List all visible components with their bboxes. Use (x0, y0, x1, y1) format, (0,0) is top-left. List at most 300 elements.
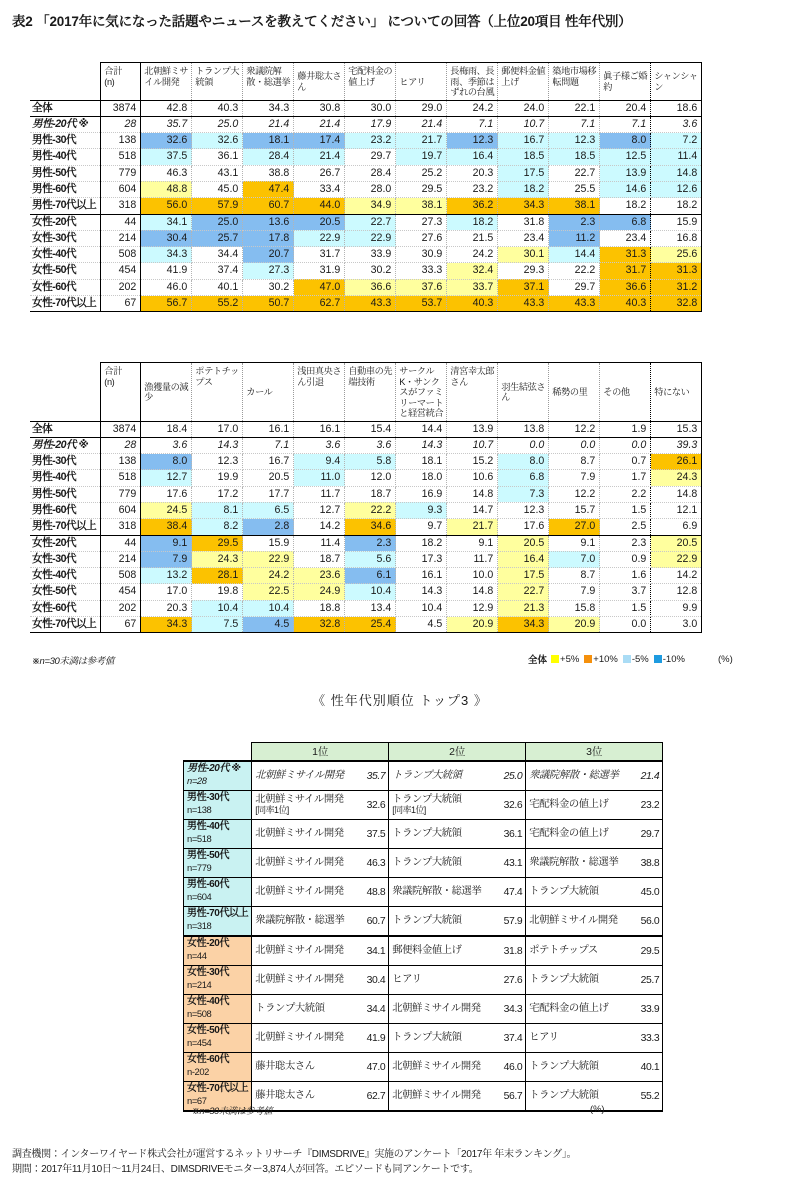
ranking-item-value: 35.7 (356, 761, 389, 791)
data-cell: 12.2 (549, 486, 600, 502)
data-cell: 11.4 (294, 535, 345, 551)
data-cell: 25.0 (192, 116, 243, 132)
data-cell: 34.9 (345, 198, 396, 214)
data-cell: 7.9 (141, 551, 192, 567)
row-label: 女性-30代 (30, 230, 101, 246)
data-cell: 33.4 (294, 181, 345, 197)
row-label: 男性-40代 (30, 470, 101, 486)
data-cell: 18.4 (141, 421, 192, 437)
column-header: 特にない (651, 363, 702, 422)
row-sample-size: 508 (101, 568, 141, 584)
ranking-item-name: トランプ大統領 (389, 1024, 493, 1053)
data-cell: 17.4 (294, 133, 345, 149)
data-cell: 62.7 (294, 296, 345, 312)
data-cell: 56.7 (141, 296, 192, 312)
data-cell: 12.7 (141, 470, 192, 486)
data-cell: 20.5 (651, 535, 702, 551)
survey-matrix-table-1 (30, 62, 702, 312)
legend-swatch-icon (623, 655, 631, 663)
ranking-item-name: 宅配料金の値上げ (526, 995, 630, 1024)
data-cell: 34.3 (498, 617, 549, 633)
data-cell: 21.5 (447, 230, 498, 246)
data-cell: 14.6 (600, 181, 651, 197)
data-cell: 25.0 (192, 214, 243, 230)
ranking-segment-label: 女性-60代 n-202 (184, 1053, 252, 1082)
ranking-item-name: 衆議院解散・総選挙 (389, 878, 493, 907)
ranking-item-value: 41.9 (356, 1024, 389, 1053)
legend-swatch-icon (654, 655, 662, 663)
data-cell: 5.6 (345, 551, 396, 567)
data-cell: 25.4 (345, 617, 396, 633)
data-cell: 16.1 (294, 421, 345, 437)
data-cell: 56.0 (141, 198, 192, 214)
data-cell: 46.3 (141, 165, 192, 181)
column-header: 衆議院解散・総選挙 (243, 63, 294, 101)
column-header: 羽生結弦さん (498, 363, 549, 422)
data-cell: 2.3 (549, 214, 600, 230)
row-header-corner (30, 363, 101, 422)
row-sample-size: 202 (101, 279, 141, 295)
source-line-2: 期間：2017年11月10日～11月24日、DIMSDRIVEモニター3,874人が回答。エピソードも同アンケートです。 (12, 1164, 479, 1175)
data-cell: 32.8 (651, 296, 702, 312)
table-1-header (30, 63, 702, 101)
ranking-item-value: 40.1 (630, 1053, 663, 1082)
row-sample-size: 28 (101, 437, 141, 453)
ranking-item-value: 34.1 (356, 936, 389, 966)
ranking-segment-label: 男性-70代以上 n=318 (184, 907, 252, 937)
data-cell: 6.9 (651, 519, 702, 535)
ranking-item-name: 北朝鮮ミサイル開発 (389, 1082, 493, 1112)
data-cell: 14.3 (396, 584, 447, 600)
data-cell: 0.0 (600, 437, 651, 453)
row-sample-size: 138 (101, 454, 141, 470)
table-row (30, 165, 702, 181)
column-header: 北朝鮮ミサイル開発 (141, 63, 192, 101)
column-header-total-n: 合計 (n) (101, 63, 141, 101)
legend-item (584, 654, 618, 665)
data-cell: 7.1 (600, 116, 651, 132)
row-sample-size: 779 (101, 486, 141, 502)
data-cell: 14.3 (192, 437, 243, 453)
data-cell: 9.1 (549, 535, 600, 551)
ranking-item-name: 北朝鮮ミサイル開発 (252, 761, 356, 791)
row-label: 女性-70代以上 (30, 296, 101, 312)
ranking-segment-label: 男性-40代 n=518 (184, 820, 252, 849)
legend-base-label: 全体 (528, 655, 548, 666)
data-cell: 3.7 (600, 584, 651, 600)
data-cell: 43.3 (345, 296, 396, 312)
data-cell: 55.2 (192, 296, 243, 312)
data-cell: 22.2 (549, 263, 600, 279)
data-cell: 6.1 (345, 568, 396, 584)
data-cell: 22.9 (294, 230, 345, 246)
ranking-item-value: 56.7 (493, 1082, 526, 1112)
data-cell: 20.9 (447, 617, 498, 633)
data-cell: 14.8 (651, 165, 702, 181)
column-header: 藤井聡太さん (294, 63, 345, 101)
data-cell: 8.0 (141, 454, 192, 470)
data-cell: 30.2 (243, 279, 294, 295)
data-cell: 20.5 (243, 470, 294, 486)
data-cell: 18.1 (243, 133, 294, 149)
data-cell: 12.3 (498, 502, 549, 518)
data-cell: 15.8 (549, 600, 600, 616)
ranking-body (184, 761, 663, 1111)
data-cell: 7.3 (498, 486, 549, 502)
data-cell: 28.4 (345, 165, 396, 181)
ranking-row (184, 995, 663, 1024)
data-cell: 7.0 (549, 551, 600, 567)
column-header: その他 (600, 363, 651, 422)
data-cell: 13.8 (498, 421, 549, 437)
ranking-item-value: 32.6 (356, 791, 389, 820)
column-header: 清宮幸太郎さん (447, 363, 498, 422)
ranking-item-name: 藤井聡太さん (252, 1053, 356, 1082)
data-cell: 20.5 (294, 214, 345, 230)
data-cell: 16.1 (396, 568, 447, 584)
data-cell: 17.0 (192, 421, 243, 437)
ranking-item-name: トランプ大統領 (389, 761, 493, 791)
data-cell: 17.0 (141, 584, 192, 600)
legend-items (551, 654, 690, 665)
data-cell: 8.0 (498, 454, 549, 470)
data-cell: 29.0 (396, 100, 447, 116)
heat-legend (528, 652, 733, 666)
data-cell: 13.6 (243, 214, 294, 230)
data-cell: 25.5 (549, 181, 600, 197)
ranking-item-name: 郵便料金値上げ (389, 936, 493, 966)
table-row (30, 568, 702, 584)
data-cell: 32.6 (192, 133, 243, 149)
data-cell: 18.2 (447, 214, 498, 230)
ranking-item-value: 46.3 (356, 849, 389, 878)
ranking-segment-label: 女性-20代 n=44 (184, 936, 252, 966)
data-cell: 27.3 (396, 214, 447, 230)
data-cell: 10.4 (192, 600, 243, 616)
row-label: 女性-20代 (30, 535, 101, 551)
data-cell: 25.7 (192, 230, 243, 246)
data-cell: 7.9 (549, 470, 600, 486)
ranking-row (184, 849, 663, 878)
source-footer (12, 1147, 576, 1177)
data-cell: 11.7 (294, 486, 345, 502)
data-cell: 18.8 (294, 600, 345, 616)
page-title: 表2 「2017年に気になった話題やニュースを教えてください」 についての回答（上位20項目 性年代別） (12, 14, 632, 29)
data-cell: 7.2 (651, 133, 702, 149)
ranking-item-value: 47.0 (356, 1053, 389, 1082)
data-cell: 34.3 (141, 247, 192, 263)
data-cell: 3.0 (651, 617, 702, 633)
data-cell: 18.6 (651, 100, 702, 116)
ranking-segment-label: 男性-20代 ※ n=28 (184, 761, 252, 791)
ranking-item-name: トランプ大統領 [同率1位] (389, 791, 493, 820)
data-cell: 8.7 (549, 568, 600, 584)
data-cell: 36.1 (192, 149, 243, 165)
data-cell: 16.9 (396, 486, 447, 502)
data-cell: 24.3 (192, 551, 243, 567)
ranking-item-name: 宅配料金の値上げ (526, 791, 630, 820)
data-cell: 37.4 (192, 263, 243, 279)
legend-item (654, 654, 685, 665)
ranking-segment-label: 女性-30代 n=214 (184, 966, 252, 995)
data-cell: 14.3 (396, 437, 447, 453)
row-label: 男性-70代以上 (30, 519, 101, 535)
data-cell: 22.9 (243, 551, 294, 567)
table-row (30, 437, 702, 453)
ranking-row (184, 878, 663, 907)
row-sample-size: 214 (101, 551, 141, 567)
data-cell: 43.1 (192, 165, 243, 181)
data-cell: 18.7 (345, 486, 396, 502)
row-sample-size: 44 (101, 535, 141, 551)
table-row (30, 214, 702, 230)
table-row (30, 454, 702, 470)
data-cell: 38.8 (243, 165, 294, 181)
row-label: 男性-60代 (30, 502, 101, 518)
row-sample-size: 3874 (101, 100, 141, 116)
data-cell: 22.1 (549, 100, 600, 116)
row-sample-size: 67 (101, 617, 141, 633)
ranking-item-name: 北朝鮮ミサイル開発 (252, 820, 356, 849)
data-cell: 18.2 (600, 198, 651, 214)
table-row (30, 149, 702, 165)
row-label: 男性-30代 (30, 133, 101, 149)
data-cell: 36.6 (345, 279, 396, 295)
data-cell: 34.1 (141, 214, 192, 230)
column-header: トランプ大統領 (192, 63, 243, 101)
data-cell: 60.7 (243, 198, 294, 214)
data-cell: 24.9 (294, 584, 345, 600)
data-cell: 13.4 (345, 600, 396, 616)
table-row (30, 502, 702, 518)
data-cell: 30.4 (141, 230, 192, 246)
data-cell: 28.1 (192, 568, 243, 584)
data-cell: 32.4 (447, 263, 498, 279)
ranking-item-value: 47.4 (493, 878, 526, 907)
legend-item (551, 654, 579, 665)
ranking-item-value: 25.0 (493, 761, 526, 791)
data-cell: 2.3 (600, 535, 651, 551)
data-cell: 13.9 (600, 165, 651, 181)
table-2-body (30, 421, 702, 633)
ranking-item-name: 衆議院解散・総選挙 (526, 849, 630, 878)
row-label: 男性-20代 ※ (30, 116, 101, 132)
data-cell: 34.3 (243, 100, 294, 116)
data-cell: 24.3 (651, 470, 702, 486)
ranking-section-title: 《 性年代別順位 トップ3 》 (312, 693, 488, 708)
ranking-item-name: 北朝鮮ミサイル開発 (252, 849, 356, 878)
data-cell: 29.7 (549, 279, 600, 295)
row-sample-size: 138 (101, 133, 141, 149)
table-row (30, 535, 702, 551)
ranking-item-name: 宅配料金の値上げ (526, 820, 630, 849)
data-cell: 40.1 (192, 279, 243, 295)
data-cell: 4.5 (243, 617, 294, 633)
data-cell: 39.3 (651, 437, 702, 453)
data-cell: 38.4 (141, 519, 192, 535)
row-label: 女性-70代以上 (30, 617, 101, 633)
data-cell: 16.8 (651, 230, 702, 246)
data-cell: 18.5 (498, 149, 549, 165)
data-cell: 2.3 (345, 535, 396, 551)
ranking-item-name: 北朝鮮ミサイル開発 (252, 936, 356, 966)
data-cell: 18.2 (498, 181, 549, 197)
ranking-item-value: 37.4 (493, 1024, 526, 1053)
ranking-item-name: 衆議院解散・総選挙 (252, 907, 356, 937)
table-row (30, 486, 702, 502)
ranking-item-value: 36.1 (493, 820, 526, 849)
table-row (30, 279, 702, 295)
row-sample-size: 67 (101, 296, 141, 312)
data-cell: 1.5 (600, 502, 651, 518)
legend-item (623, 654, 649, 665)
row-sample-size: 28 (101, 116, 141, 132)
data-cell: 21.4 (243, 116, 294, 132)
data-cell: 23.6 (294, 568, 345, 584)
data-cell: 33.3 (396, 263, 447, 279)
data-cell: 9.1 (141, 535, 192, 551)
data-cell: 22.7 (345, 214, 396, 230)
data-cell: 23.2 (345, 133, 396, 149)
table-row (30, 600, 702, 616)
ranking-corner (184, 743, 252, 762)
data-cell: 18.1 (396, 454, 447, 470)
ranking-segment-label: 女性-40代 n=508 (184, 995, 252, 1024)
data-cell: 31.2 (651, 279, 702, 295)
table-row (30, 263, 702, 279)
ranking-item-value: 55.2 (630, 1082, 663, 1112)
data-cell: 14.2 (294, 519, 345, 535)
data-cell: 47.0 (294, 279, 345, 295)
data-cell: 17.2 (192, 486, 243, 502)
data-cell: 14.8 (447, 486, 498, 502)
row-label: 男性-50代 (30, 165, 101, 181)
data-cell: 17.8 (243, 230, 294, 246)
data-cell: 21.4 (294, 116, 345, 132)
data-cell: 12.3 (447, 133, 498, 149)
ranking-item-value: 32.6 (493, 791, 526, 820)
data-cell: 34.3 (498, 198, 549, 214)
data-cell: 24.2 (243, 568, 294, 584)
data-cell: 23.4 (498, 230, 549, 246)
data-cell: 17.6 (141, 486, 192, 502)
data-cell: 9.9 (651, 600, 702, 616)
data-cell: 22.9 (651, 551, 702, 567)
row-label: 男性-40代 (30, 149, 101, 165)
data-cell: 2.5 (600, 519, 651, 535)
data-cell: 14.8 (651, 486, 702, 502)
row-label: 女性-40代 (30, 568, 101, 584)
data-cell: 17.5 (498, 165, 549, 181)
data-cell: 44.0 (294, 198, 345, 214)
data-cell: 47.4 (243, 181, 294, 197)
data-cell: 17.7 (243, 486, 294, 502)
data-cell: 7.9 (549, 584, 600, 600)
data-cell: 7.5 (192, 617, 243, 633)
data-cell: 31.9 (294, 263, 345, 279)
data-cell: 1.7 (600, 470, 651, 486)
data-cell: 18.2 (396, 535, 447, 551)
column-header: シャンシャン (651, 63, 702, 101)
data-cell: 21.3 (498, 600, 549, 616)
data-cell: 19.9 (192, 470, 243, 486)
data-cell: 28.4 (243, 149, 294, 165)
data-cell: 16.7 (498, 133, 549, 149)
row-sample-size: 454 (101, 263, 141, 279)
data-cell: 17.9 (345, 116, 396, 132)
table-row (30, 617, 702, 633)
ranking-item-value: 60.7 (356, 907, 389, 937)
data-cell: 3.6 (294, 437, 345, 453)
ranking-segment-label: 女性-70代以上 n=67 (184, 1082, 252, 1112)
row-sample-size: 604 (101, 181, 141, 197)
data-cell: 0.7 (600, 454, 651, 470)
data-cell: 7.1 (549, 116, 600, 132)
row-label: 男性-50代 (30, 486, 101, 502)
data-cell: 10.7 (447, 437, 498, 453)
data-cell: 8.0 (600, 133, 651, 149)
data-cell: 7.1 (447, 116, 498, 132)
legend-swatch-icon (584, 655, 592, 663)
legend-label: +10% (593, 653, 618, 665)
ranking-item-name: 北朝鮮ミサイル開発 (526, 907, 630, 937)
column-header: 眞子様ご婚約 (600, 63, 651, 101)
ranking-column-header: 3位 (526, 743, 663, 762)
ranking-item-name: トランプ大統領 (252, 995, 356, 1024)
data-cell: 12.9 (447, 600, 498, 616)
row-label: 女性-50代 (30, 584, 101, 600)
row-label: 女性-30代 (30, 551, 101, 567)
data-cell: 14.2 (651, 568, 702, 584)
data-cell: 19.8 (192, 584, 243, 600)
row-sample-size: 518 (101, 470, 141, 486)
data-cell: 22.2 (345, 502, 396, 518)
row-label: 男性-30代 (30, 454, 101, 470)
data-cell: 17.5 (498, 568, 549, 584)
ranking-row (184, 1024, 663, 1053)
ranking-row (184, 907, 663, 937)
data-cell: 12.0 (345, 470, 396, 486)
data-cell: 29.5 (192, 535, 243, 551)
data-cell: 0.9 (600, 551, 651, 567)
table-row (30, 421, 702, 437)
data-cell: 38.1 (549, 198, 600, 214)
data-cell: 45.0 (192, 181, 243, 197)
data-cell: 15.9 (243, 535, 294, 551)
data-cell: 22.7 (549, 165, 600, 181)
table-row (30, 551, 702, 567)
data-cell: 8.1 (192, 502, 243, 518)
data-cell: 8.2 (192, 519, 243, 535)
ranking-item-value: 25.7 (630, 966, 663, 995)
legend-unit: (%) (717, 653, 733, 665)
data-cell: 17.3 (396, 551, 447, 567)
data-cell: 0.0 (549, 437, 600, 453)
data-cell: 29.7 (345, 149, 396, 165)
data-cell: 13.2 (141, 568, 192, 584)
data-cell: 46.0 (141, 279, 192, 295)
row-sample-size: 202 (101, 600, 141, 616)
data-cell: 37.6 (396, 279, 447, 295)
ranking-item-name: 北朝鮮ミサイル開発 (252, 966, 356, 995)
data-cell: 28.0 (345, 181, 396, 197)
ranking-item-value: 57.9 (493, 907, 526, 937)
data-cell: 18.2 (651, 198, 702, 214)
data-cell: 15.3 (651, 421, 702, 437)
data-cell: 21.7 (396, 133, 447, 149)
data-cell: 18.0 (396, 470, 447, 486)
data-cell: 12.1 (651, 502, 702, 518)
